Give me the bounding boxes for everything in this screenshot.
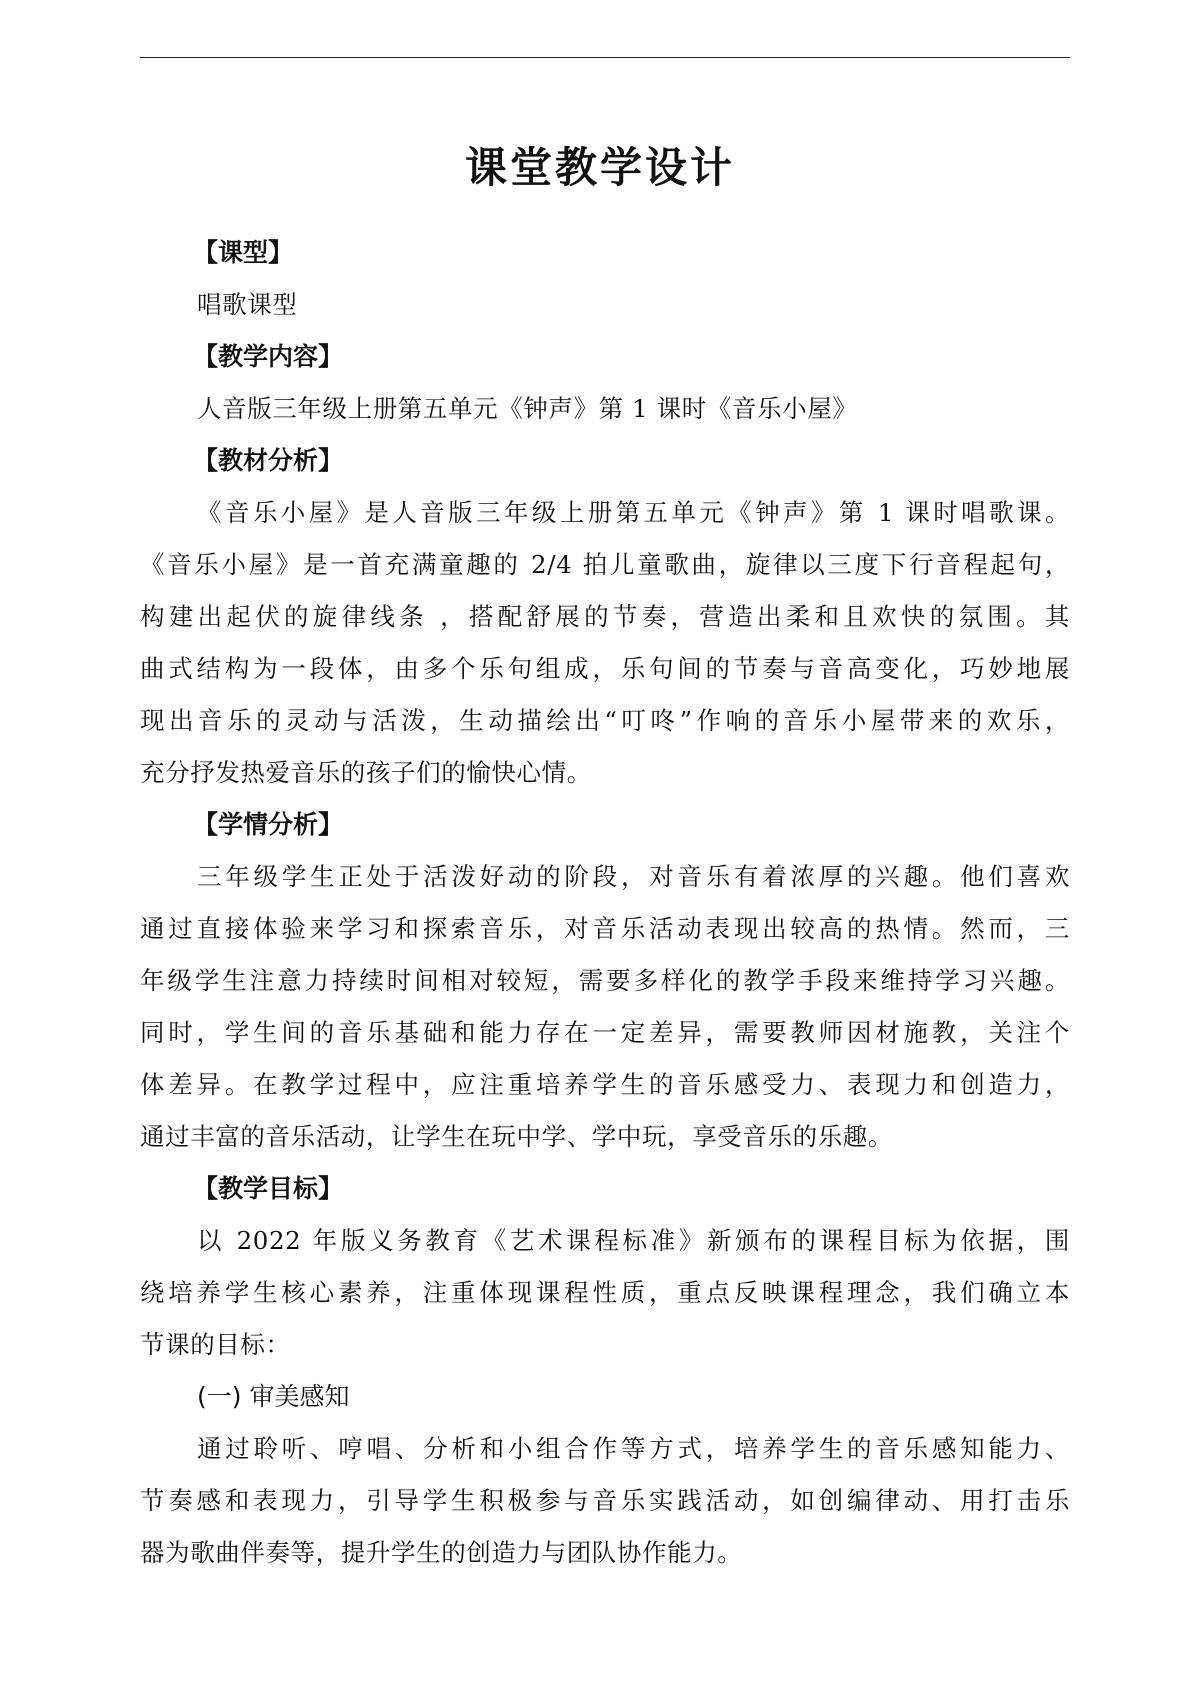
text-line: 同时，学生间的音乐基础和能力存在一定差异，需要教师因材施教，关注个 bbox=[140, 1018, 1070, 1047]
text-line: 通过直接体验来学习和探索音乐，对音乐活动表现出较高的热情。然而，三 bbox=[140, 914, 1070, 943]
section-heading-goals: 【教学目标】 bbox=[193, 1174, 344, 1203]
header-rule bbox=[140, 57, 1070, 58]
text-line: 以 2022 年版义务教育《艺术课程标准》新颁布的课程目标为依据，围 bbox=[197, 1226, 1070, 1255]
text-line: 通过聆听、哼唱、分析和小组合作等方式，培养学生的音乐感知能力、 bbox=[197, 1434, 1070, 1463]
section-text-material-analysis bbox=[140, 487, 1070, 799]
text-line: 充分抒发热爱音乐的孩子们的愉快心情。 bbox=[140, 758, 592, 787]
section-text-content bbox=[140, 383, 1070, 435]
text-line: 体差异。在教学过程中，应注重培养学生的音乐感受力、表现力和创造力， bbox=[140, 1070, 1070, 1099]
subsection-heading-aesthetic: (一) 审美感知 bbox=[197, 1382, 350, 1411]
text-line: 节奏感和表现力，引导学生积极参与音乐实践活动，如创编律动、用打击乐 bbox=[140, 1486, 1070, 1515]
text-line: 通过丰富的音乐活动，让学生在玩中学、学中玩，享受音乐的乐趣。 bbox=[140, 1122, 893, 1151]
section-heading-material-analysis: 【教材分析】 bbox=[193, 446, 344, 475]
text-line: 器为歌曲伴奏等，提升学生的创造力与团队协作能力。 bbox=[140, 1538, 743, 1567]
text-line: 节课的目标： bbox=[140, 1330, 291, 1359]
text-line: 曲式结构为一段体，由多个乐句组成，乐句间的节奏与音高变化，巧妙地展 bbox=[140, 654, 1070, 683]
text-line: 构建出起伏的旋律线条 ，搭配舒展的节奏，营造出柔和且欢快的氛围。其 bbox=[140, 602, 1070, 631]
text-line: 年级学生注意力持续时间相对较短，需要多样化的教学手段来维持学习兴趣。 bbox=[140, 966, 1070, 995]
section-heading-student-analysis: 【学情分析】 bbox=[193, 810, 344, 839]
document-title: 课堂教学设计 bbox=[464, 143, 735, 193]
section-text-goals bbox=[140, 1215, 1070, 1371]
text-line: 唱歌课型 bbox=[197, 290, 298, 319]
section-text-student-analysis bbox=[140, 851, 1070, 1163]
text-line: 现出音乐的灵动与活泼，生动描绘出“叮咚”作响的音乐小屋带来的欢乐， bbox=[140, 706, 1070, 735]
text-line: 绕培养学生核心素养，注重体现课程性质，重点反映课程理念，我们确立本 bbox=[140, 1278, 1070, 1307]
text-line: 三年级学生正处于活泼好动的阶段，对音乐有着浓厚的兴趣。他们喜欢 bbox=[197, 862, 1070, 891]
text-line: 《音乐小屋》是一首充满童趣的 2/4 拍儿童歌曲，旋律以三度下行音程起句， bbox=[140, 550, 1070, 579]
section-text-course-type bbox=[140, 279, 1070, 331]
document-body bbox=[140, 227, 1070, 1579]
text-line: 人音版三年级上册第五单元《钟声》第 1 课时《音乐小屋》 bbox=[197, 394, 858, 423]
text-line: 《音乐小屋》是人音版三年级上册第五单元《钟声》第 1 课时唱歌课。 bbox=[197, 498, 1070, 527]
section-heading-content: 【教学内容】 bbox=[193, 342, 344, 371]
section-heading-course-type: 【课型】 bbox=[193, 238, 294, 267]
section-text-aesthetic bbox=[140, 1423, 1070, 1579]
